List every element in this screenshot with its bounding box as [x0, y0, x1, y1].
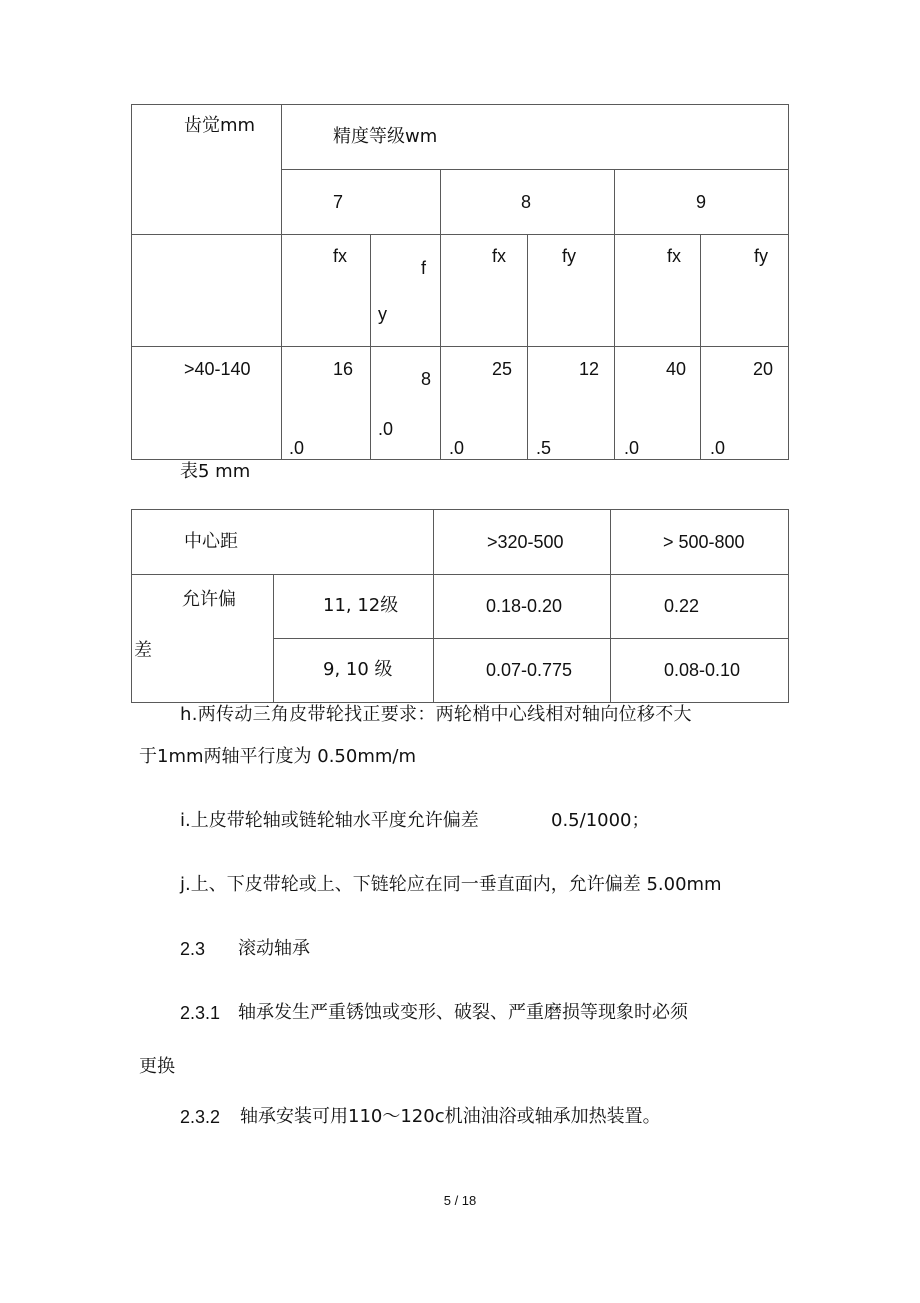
grade-8-header: 8: [521, 192, 532, 212]
g7-fy-header-b: y: [378, 304, 387, 324]
table-caption: 表5 mm: [180, 461, 251, 482]
g7-fx-value-a: 16: [333, 359, 354, 379]
g9-fx-header: fx: [667, 246, 682, 266]
g7-fy-header-a: f: [421, 258, 427, 278]
section-2-3-1-number: 2.3.1: [180, 1003, 221, 1023]
g9-fy-value-a: 20: [753, 359, 774, 379]
g8-fx-header: fx: [492, 246, 507, 266]
paragraph-i-text: i.上皮带轮轴或链轮轴水平度允许偏差: [180, 810, 479, 831]
paragraph-i-value: 0.5/1000；: [551, 810, 650, 831]
section-2-3-title: 滚动轴承: [238, 938, 310, 959]
g7-fy-value-b: .0: [378, 419, 394, 439]
section-2-3-2-text: 轴承安装可用110～120c机油油浴或轴承加热装置。: [240, 1106, 661, 1127]
g8-fy-header: fy: [562, 246, 577, 266]
g7-fx-header: fx: [333, 246, 348, 266]
g7-fy-value-a: 8: [421, 369, 432, 389]
page-number: 5 / 18: [443, 1193, 477, 1208]
g9-fx-value-b: .0: [624, 438, 640, 458]
row1-value-1: 0.18-0.20: [486, 596, 563, 616]
g8-fx-value-a: 25: [492, 359, 513, 379]
g7-fx-value-b: .0: [289, 438, 305, 458]
grade-7-header: 7: [333, 192, 344, 212]
g8-fx-value-b: .0: [449, 438, 465, 458]
paragraph-h-line1: h.两传动三角皮带轮找正要求：两轮梢中心线相对轴向位移不大: [180, 704, 692, 725]
grade-11-12-cell: 11, 12级: [323, 595, 399, 616]
tolerance-label-b: 差: [134, 640, 152, 661]
precision-grade-header: 精度等级wm: [333, 126, 438, 147]
tooth-width-header: 齿觉mm: [184, 115, 256, 136]
range-320-500-header: >320-500: [487, 532, 564, 552]
center-distance-header: 中心距: [184, 531, 238, 552]
g9-fy-header: fy: [754, 246, 769, 266]
range-cell: >40-140: [184, 359, 251, 379]
grade-9-10-cell: 9, 10 级: [323, 659, 393, 680]
paragraph-h-line2: 于1mm两轴平行度为 0.50mm/m: [139, 746, 416, 767]
section-2-3-1-continuation: 更换: [139, 1056, 175, 1077]
paragraph-j: j.上、下皮带轮或上、下链轮应在同一垂直面内，允许偏差 5.00mm: [180, 874, 722, 895]
g8-fy-value-b: .5: [536, 438, 552, 458]
row2-value-2: 0.08-0.10: [664, 660, 741, 680]
g9-fy-value-b: .0: [710, 438, 726, 458]
g8-fy-value-a: 12: [579, 359, 600, 379]
section-2-3-2-number: 2.3.2: [180, 1107, 221, 1127]
row2-value-1: 0.07-0.775: [486, 660, 573, 680]
section-2-3-1-text: 轴承发生严重锈蚀或变形、破裂、严重磨损等现象时必须: [238, 1002, 688, 1023]
tolerance-label-a: 允许偏: [182, 589, 236, 610]
range-500-800-header: > 500-800: [663, 532, 745, 552]
row1-value-2: 0.22: [664, 596, 700, 616]
section-2-3-number: 2.3: [180, 939, 206, 959]
grade-9-header: 9: [696, 192, 707, 212]
g9-fx-value-a: 40: [666, 359, 687, 379]
